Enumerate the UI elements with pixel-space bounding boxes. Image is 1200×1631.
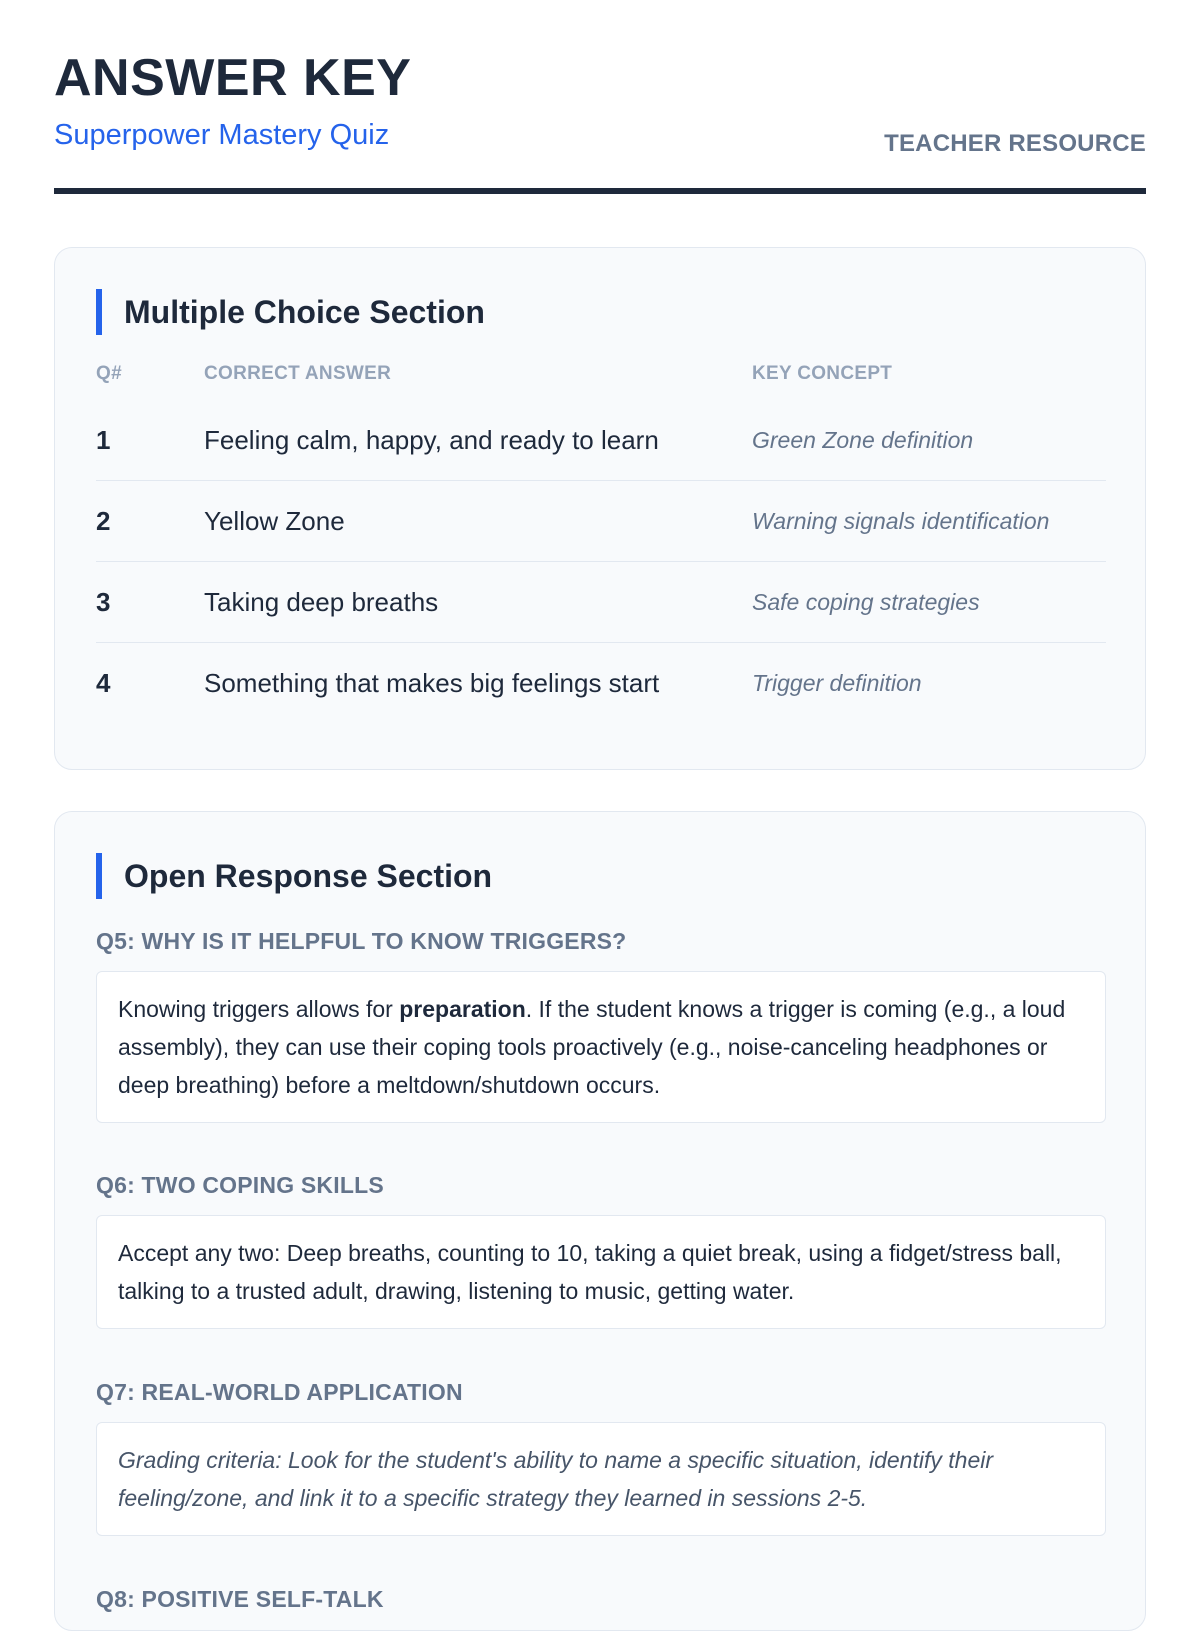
table-row	[96, 643, 1106, 724]
table-row	[96, 481, 1106, 562]
table-header-row	[96, 356, 1106, 392]
correct-answer: Yellow Zone	[204, 505, 345, 536]
question-number: 2	[96, 505, 111, 536]
teacher-resource-tag: TEACHER RESOURCE	[884, 130, 1146, 157]
question-number: 4	[96, 668, 111, 698]
table-row	[96, 562, 1106, 643]
q5-label: Q5: WHY IS IT HELPFUL TO KNOW TRIGGERS?	[96, 928, 627, 954]
q5-text-before: Knowing triggers allows for	[118, 996, 400, 1022]
correct-answer: Taking deep breaths	[204, 586, 439, 617]
column-header-q: Q#	[96, 363, 122, 384]
q5-answer-box	[96, 971, 1106, 1123]
page-header	[54, 0, 1146, 194]
open-response-card	[54, 811, 1146, 1631]
question-number: 3	[96, 586, 111, 617]
q7-block	[96, 1377, 1106, 1536]
multiple-choice-heading: Multiple Choice Section	[96, 289, 485, 335]
q6-answer-box: Accept any two: Deep breaths, counting to 10, taking a quiet break, using a fidget/stress ball, talking to a trusted adult, drawing, listening to music, getting water.	[96, 1215, 1106, 1329]
q5-text-bold: preparation	[399, 996, 526, 1022]
table-row	[96, 400, 1106, 481]
q6-block	[96, 1170, 1106, 1329]
key-concept: Safe coping strategies	[752, 588, 980, 615]
correct-answer: Something that makes big feelings start	[204, 668, 660, 698]
multiple-choice-card	[54, 247, 1146, 770]
q8-block	[96, 1584, 1106, 1614]
quiz-subtitle: Superpower Mastery Quiz	[54, 119, 390, 151]
open-response-heading: Open Response Section	[96, 853, 492, 899]
q6-label: Q6: TWO COPING SKILLS	[96, 1172, 384, 1198]
q7-answer-box: Grading criteria: Look for the student's ability to name a specific situation, identify their feeling/zone, and link it to a specific strategy they learned in sessions 2-5.	[96, 1422, 1106, 1536]
question-number: 1	[96, 424, 111, 455]
q8-label: Q8: POSITIVE SELF-TALK	[96, 1586, 384, 1612]
answer-key-page	[54, 0, 1146, 194]
key-concept: Trigger definition	[752, 670, 922, 696]
correct-answer: Feeling calm, happy, and ready to learn	[204, 424, 659, 455]
column-header-concept: KEY CONCEPT	[752, 363, 893, 384]
column-header-answer: CORRECT ANSWER	[204, 363, 392, 384]
multiple-choice-table	[96, 356, 1106, 724]
q7-label: Q7: REAL-WORLD APPLICATION	[96, 1379, 463, 1405]
q5-text-after: . If the student knows a trigger is coming (e.g., a loud assembly), they can use their coping tools proactively (e.g., noise-canceling headphones or deep breathing) before a meltdown/shutdown occurs.	[118, 996, 1066, 1098]
key-concept: Green Zone definition	[752, 426, 974, 453]
key-concept: Warning signals identification	[752, 507, 1050, 534]
q5-block	[96, 926, 1106, 1123]
page-title: ANSWER KEY	[54, 49, 412, 107]
